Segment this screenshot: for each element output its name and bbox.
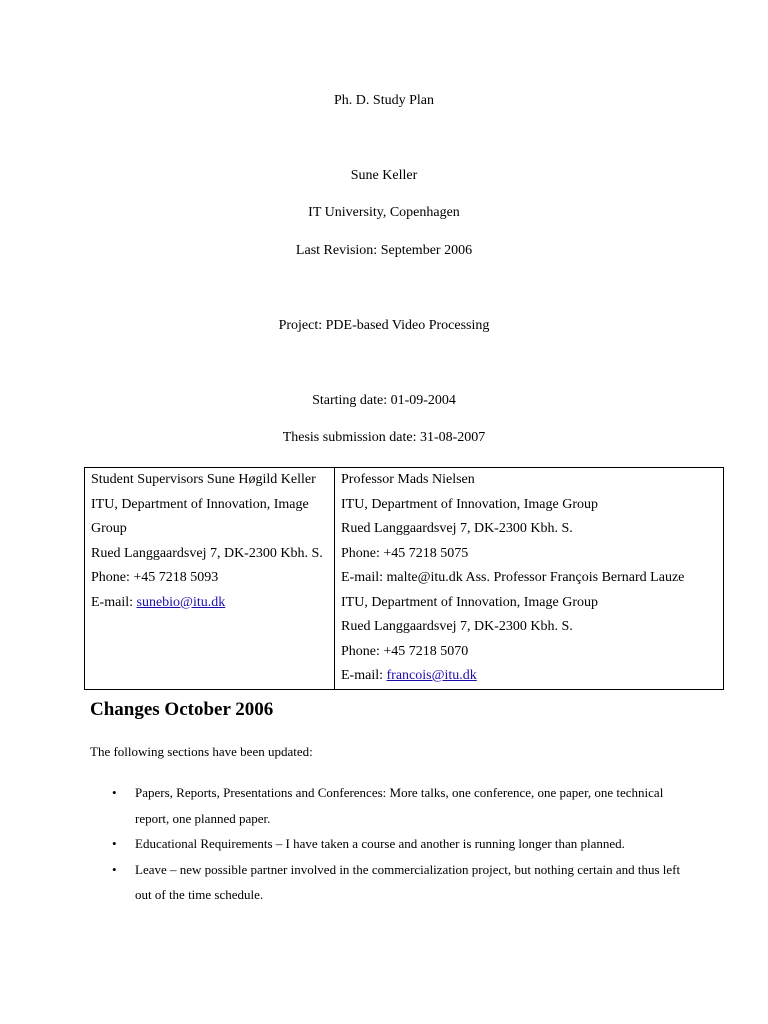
- professor-department: ITU, Department of Innovation, Image Group: [341, 496, 598, 512]
- document-title: Ph. D. Study Plan: [334, 93, 434, 108]
- email-label: E-mail:: [91, 594, 137, 610]
- changes-list: [90, 780, 690, 908]
- professor-phone: Phone: +45 7218 5075: [341, 545, 469, 561]
- professor-name: Professor Mads Nielsen: [341, 472, 475, 487]
- changes-intro: The following sections have been updated:: [90, 744, 313, 759]
- student-supervisor-cell: [85, 468, 335, 690]
- assistant-address: Rued Langgaardsvej 7, DK-2300 Kbh. S.: [341, 619, 573, 634]
- changes-heading: Changes October 2006: [90, 699, 274, 720]
- assistant-email-row: [341, 664, 718, 689]
- project-title: Project: PDE-based Video Processing: [278, 318, 490, 333]
- list-item: [90, 857, 690, 908]
- student-phone: Phone: +45 7218 5093: [91, 570, 219, 585]
- student-department: ITU, Department of Innovation, Image Group: [91, 496, 309, 536]
- professor-address: Rued Langgaardsvej 7, DK-2300 Kbh. S.: [341, 521, 573, 536]
- starting-date: Starting date: 01-09-2004: [312, 393, 456, 408]
- student-email-link[interactable]: sunebio@itu.dk: [136, 594, 226, 610]
- assistant-email-link[interactable]: francois@itu.dk: [386, 668, 477, 683]
- student-supervisor-name: Student Supervisors Sune Høgild Keller: [91, 472, 316, 487]
- bullet-icon: •: [112, 785, 117, 800]
- institution: IT University, Copenhagen: [308, 205, 460, 220]
- list-item-text: Papers, Reports, Presentations and Conferences: More talks, one conference, one paper, one technical report, one planned paper.: [135, 785, 664, 826]
- student-address: Rued Langgaardsvej 7, DK-2300 Kbh. S.: [91, 545, 323, 561]
- professor-email-and-assistant: E-mail: malte@itu.dk Ass. Professor François Bernard Lauze: [341, 570, 685, 585]
- email-label: E-mail:: [341, 668, 387, 683]
- list-item-text: Leave – new possible partner involved in the commercialization project, but nothing certain and thus left out of the time schedule.: [135, 861, 681, 902]
- bullet-icon: •: [112, 836, 117, 851]
- contacts-table: [84, 467, 724, 690]
- bullet-icon: •: [112, 861, 117, 877]
- list-item-text: Educational Requirements – I have taken a course and another is running longer than planned.: [135, 836, 625, 851]
- author-name: Sune Keller: [350, 168, 418, 183]
- assistant-phone: Phone: +45 7218 5070: [341, 643, 469, 659]
- revision-date: Last Revision: September 2006: [295, 243, 473, 258]
- list-item: [90, 831, 690, 857]
- submission-date: Thesis submission date: 31-08-2007: [282, 430, 486, 445]
- list-item: [90, 780, 690, 831]
- assistant-department: ITU, Department of Innovation, Image Group: [341, 594, 598, 610]
- professor-cell: [335, 468, 724, 690]
- student-email-row: [91, 591, 329, 616]
